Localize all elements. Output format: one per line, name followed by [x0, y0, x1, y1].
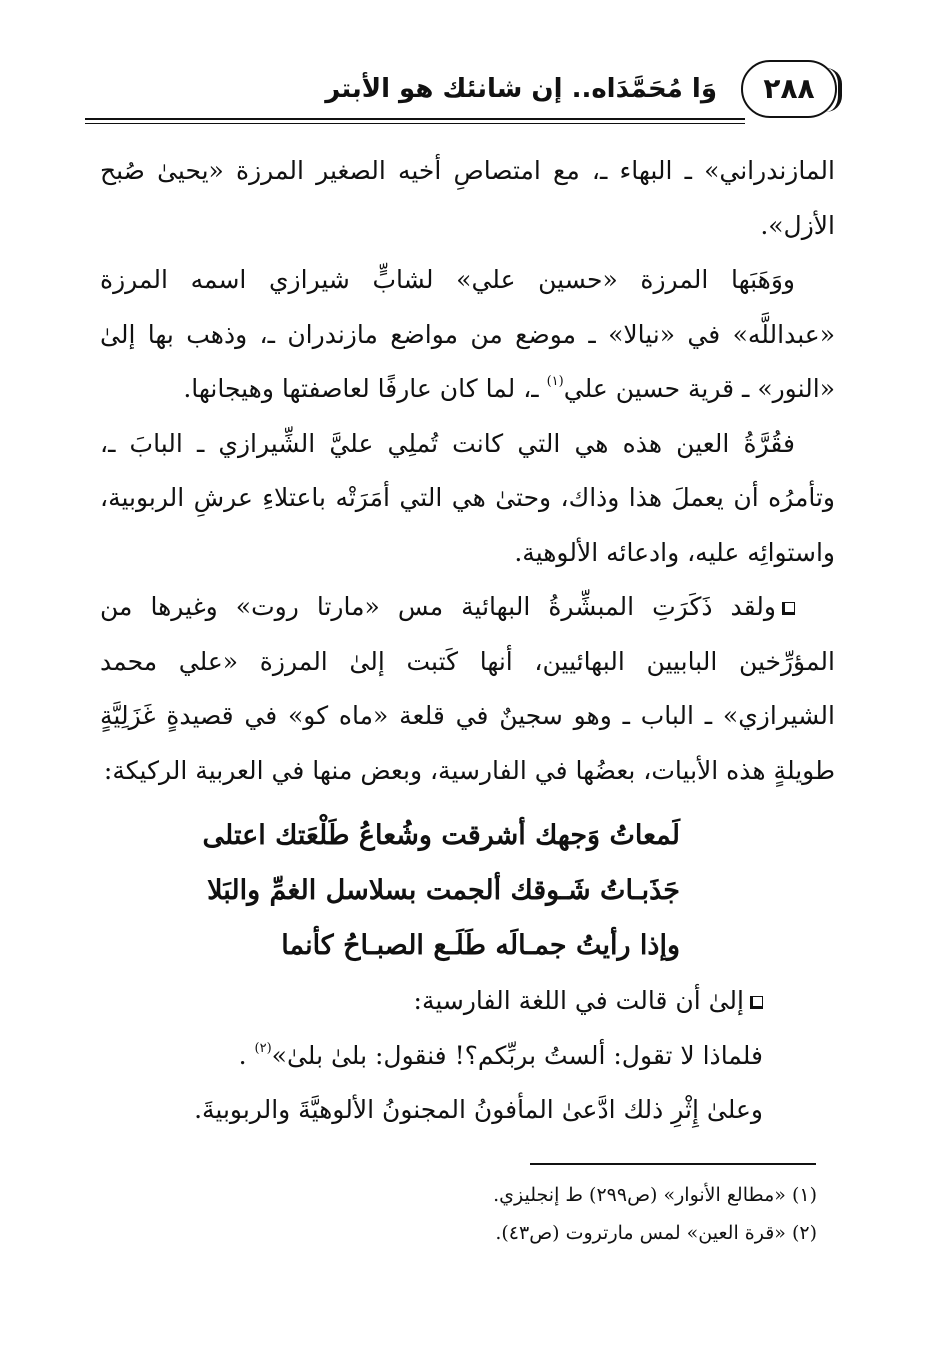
after-line-2	[123, 1029, 763, 1084]
header-rule-thin	[85, 123, 745, 124]
after-line-2-end: .	[238, 1040, 255, 1070]
paragraph-4	[100, 580, 835, 798]
square-bullet-icon	[782, 602, 795, 615]
after-line-2-text: فلماذا لا تقول: ألستُ بربِّكم؟! فنقول: بلىٰ بلىٰ»	[271, 1040, 763, 1070]
footnote-1: (١) «مطالع الأنوار» (ص٢٩٩) ط إنجليزي.	[493, 1184, 817, 1206]
body-text	[100, 144, 835, 798]
footnote-2: (٢) «قرة العين» لمس مارتروت (ص٤٣).	[495, 1222, 817, 1244]
page-number: ٢٨٨	[763, 72, 815, 105]
footnote-ref-1: (١)	[546, 374, 564, 389]
footnote-ref-2: (٢)	[254, 1040, 272, 1056]
header-rule	[85, 118, 745, 120]
after-poem-text	[123, 974, 763, 1138]
footnotes	[217, 1176, 817, 1252]
after-line-1-text: إلىٰ أن قالت في اللغة الفارسية:	[413, 986, 744, 1015]
poem-line-3: وإذا رأيتُ جمـالَه طَلَـع الصبـاحُ كأنما	[281, 930, 680, 961]
footnote-separator	[530, 1163, 816, 1165]
poem	[202, 808, 680, 973]
poem-line-1: لَمعاتُ وَجهك أشرقت وشُعاعُ طَلْعَتك اعتلى	[202, 820, 680, 851]
paragraph-2-text: ووَهَبَها المرزة «حسين علي» لشابٍّ شيرازي اسمه المرزة «عبداللَّه» في «نيالا» ـ موضع من مواضع مازندران ـ، وذهب بها إلىٰ «النور» ـ قرية حسين علي	[100, 265, 835, 403]
running-title: وَا مُحَمَّدَاه.. إن شانئك هو الأبتر	[325, 74, 717, 104]
after-line-3: وعلىٰ إِثْرِ ذلك ادَّعىٰ المأفونُ المجنونُ الألوهيَّةَ والربوبيةَ.	[194, 1095, 763, 1124]
square-bullet-icon	[750, 996, 763, 1009]
page-number-badge	[741, 60, 837, 118]
paragraph-4-text: ولقد ذَكَرَتِ المبشِّرةُ البهائية مس «مارتا روت» وغيرها من المؤرِّخين البابيين البهائيين، أنها كَتبت إلىٰ المرزة «علي محمد الشيرازي» ـ الباب ـ وهو سجينٌ في قلعة «ماه كو» في قصيدةٍ غَزَلِيَّةٍ طويلةٍ هذه الأبيات، بعضُها في الفارسية، وبعض منها في العربية الركيكة:	[100, 592, 835, 785]
paragraph-1: المازندراني» ـ البهاء ـ، مع امتصاصِ أخيه الصغير المرزة «يحيىٰ صُبح الأزل».	[100, 156, 835, 240]
page-header	[85, 60, 837, 122]
paragraph-2	[100, 253, 835, 417]
paragraph-3: فقُرَّةُ العين هذه هي التي كانت تُملِي عليَّ الشِّيرازي ـ البابَ ـ، وتأمرُه أن يعملَ هذا وذاك، وحتىٰ هي التي أمَرَتْه باعتلاءِ عرشِ الربوبية، واستوائِه عليه، وادعائه الألوهية.	[100, 428, 835, 567]
paragraph-2-end: ـ، لما كان عارفًا لعاصفتها وهيجانها.	[183, 374, 547, 403]
after-line-1	[123, 974, 763, 1029]
poem-line-2: جَذَبـاتُ شَـوقك ألجمت بسلاسل الغمِّ والبَلا	[207, 875, 680, 906]
